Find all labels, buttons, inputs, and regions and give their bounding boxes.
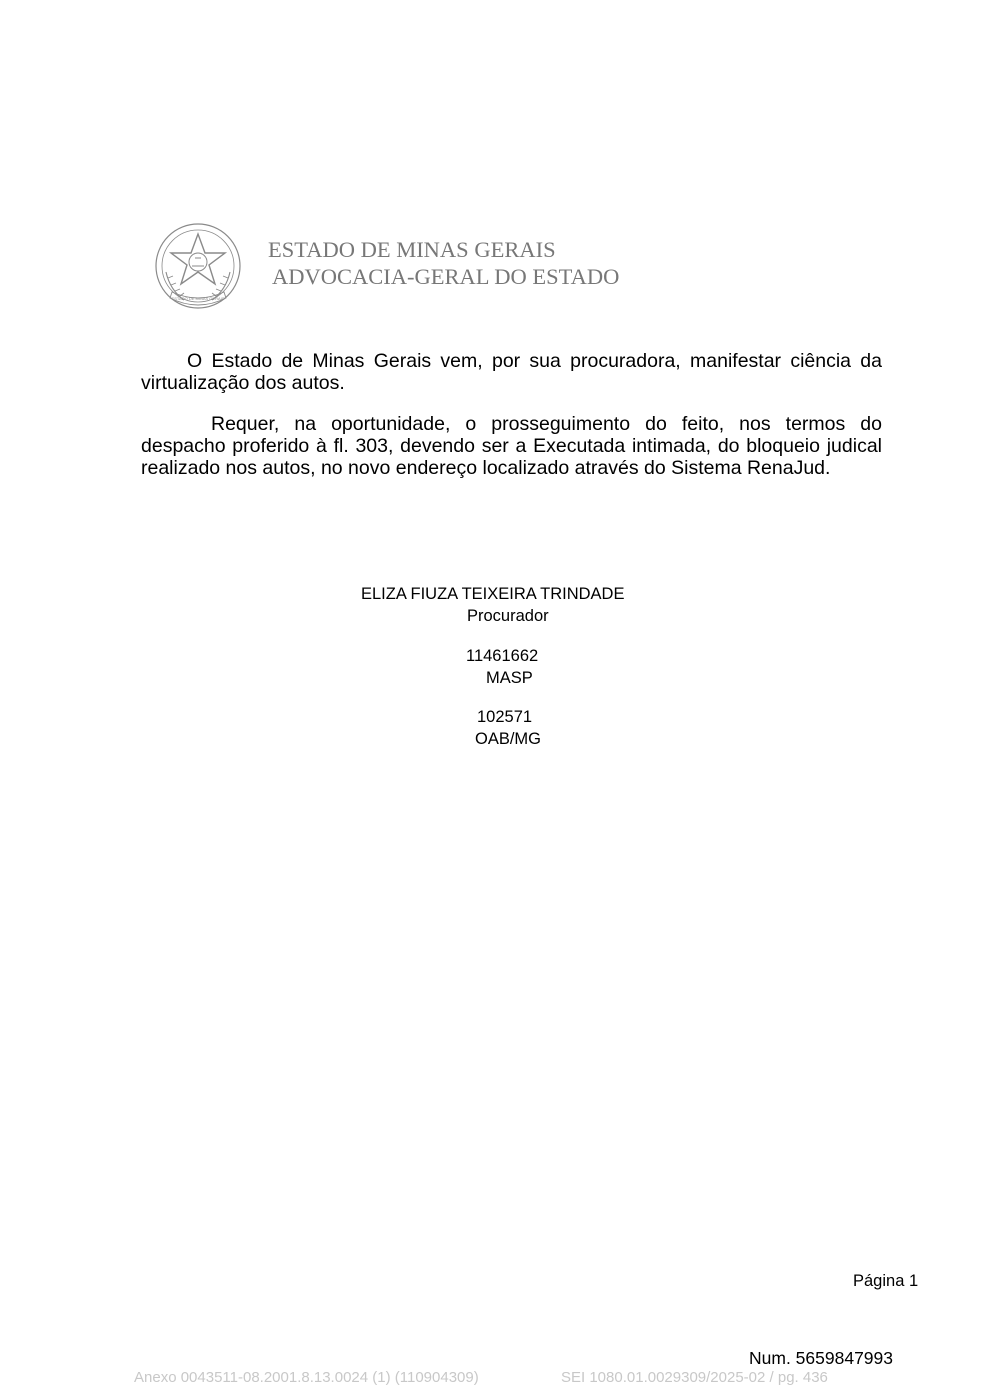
masp-label: MASP xyxy=(486,669,533,687)
svg-text:ESTADO DE MINAS GERAIS: ESTADO DE MINAS GERAIS xyxy=(171,296,225,301)
oab-label: OAB/MG xyxy=(475,730,542,748)
annex-stamp: Anexo 0043511-08.2001.8.13.0024 (1) (110904309) xyxy=(134,1369,479,1386)
oab-number: 102571 xyxy=(477,708,533,726)
document-letterhead xyxy=(268,236,619,290)
body-paragraph-1: O Estado de Minas Gerais vem, por sua procuradora, manifestar ciência da virtualização dos autos. xyxy=(141,350,882,394)
sei-stamp: SEI 1080.01.0029309/2025-02 / pg. 436 xyxy=(561,1369,828,1386)
body-paragraph-2: Requer, na oportunidade, o prosseguimento do feito, nos termos do despacho proferido à fl. 303, devendo ser a Executada intimada, do bloqueio judical realizado nos autos, no novo endereço localizado através do Sistema RenaJud. xyxy=(141,413,882,479)
state-seal-icon xyxy=(154,220,242,312)
letterhead-agency: ADVOCACIA-GERAL DO ESTADO xyxy=(272,264,620,289)
page-number: Página 1 xyxy=(853,1272,919,1290)
document-number: Num. 5659847993 xyxy=(749,1348,893,1368)
document-body xyxy=(141,350,882,498)
letterhead-state: ESTADO DE MINAS GERAIS xyxy=(268,237,556,262)
signer-role: Procurador xyxy=(467,607,549,625)
masp-number: 11461662 xyxy=(466,647,539,665)
signer-name: ELIZA FIUZA TEIXEIRA TRINDADE xyxy=(361,585,625,603)
